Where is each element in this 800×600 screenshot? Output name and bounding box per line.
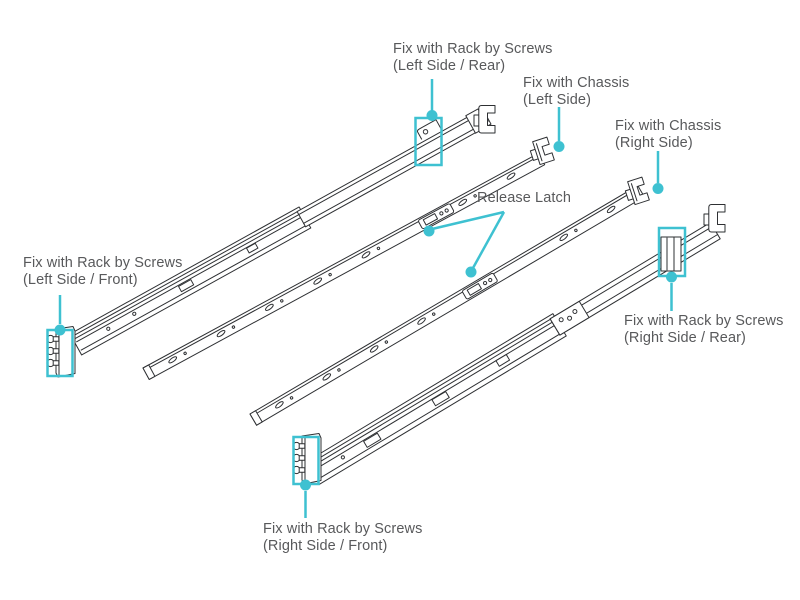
label-left-front (23, 255, 182, 289)
label-text: Fix with Rack by Screws (624, 313, 784, 329)
label-left-chassis (523, 75, 629, 109)
label-left-rear (393, 41, 552, 75)
label-text: Fix with Rack by Screws (263, 521, 423, 537)
rear-slide-bracket-right (661, 237, 681, 271)
callout-dot-icon (300, 480, 311, 491)
callout-dot-icon (424, 226, 435, 237)
label-text: (Left Side / Rear) (393, 58, 506, 74)
callout-dot-icon (427, 110, 438, 121)
label-text: Release Latch (477, 190, 571, 206)
label-text: Fix with Rack by Screws (23, 255, 183, 271)
label-release-latch (477, 190, 571, 207)
callout-dot-icon (466, 267, 477, 278)
label-right-front (263, 521, 422, 555)
callout-dot-icon (653, 183, 664, 194)
left-outer-rail (47, 97, 495, 377)
leader-line (473, 212, 504, 268)
callout-dot-icon (554, 141, 565, 152)
front-bracket-right (293, 434, 321, 485)
label-text: (Right Side) (615, 135, 693, 151)
label-right-rear (624, 313, 783, 347)
label-text: Fix with Chassis (523, 75, 630, 91)
label-right-chassis (615, 118, 721, 152)
callout-dot-icon (666, 272, 677, 283)
label-text: Fix with Rack by Screws (393, 41, 553, 57)
label-text: Fix with Chassis (615, 118, 722, 134)
label-text: (Left Side) (523, 92, 591, 108)
callout-left-chassis (554, 107, 565, 152)
callout-right-chassis (653, 151, 664, 194)
label-text: (Right Side / Front) (263, 538, 388, 554)
left-inner-rail (143, 137, 554, 379)
label-text: (Right Side / Rear) (624, 330, 746, 346)
label-text: (Left Side / Front) (23, 272, 138, 288)
